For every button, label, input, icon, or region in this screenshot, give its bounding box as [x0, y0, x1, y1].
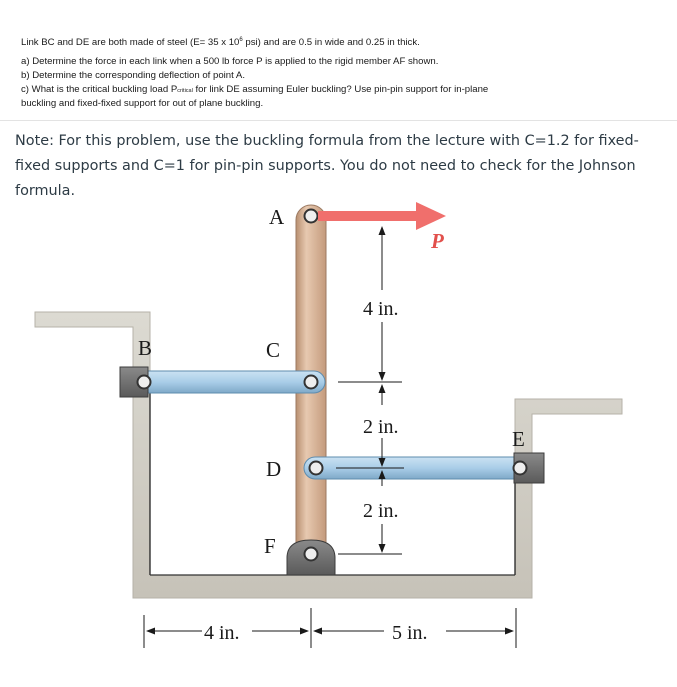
label-b: B	[138, 336, 153, 360]
pin-b	[138, 376, 151, 389]
label-a: A	[269, 205, 285, 229]
dimension-af-upper: 4 in.	[363, 298, 399, 320]
link-bc	[133, 371, 325, 393]
problem-part-c: c) What is the critical buckling load Pcritical for link DE assuming Euler buckling? Use pin-pin support for in-plane	[21, 84, 489, 95]
pin-d	[310, 462, 323, 475]
dimension-horizontal	[144, 608, 516, 648]
force-p-arrow-shaft	[318, 211, 420, 221]
dimension-df: 2 in.	[363, 500, 399, 522]
dimension-base-left: 4 in.	[204, 622, 240, 644]
pin-c	[305, 376, 318, 389]
label-d: D	[266, 457, 282, 481]
mechanism-figure	[0, 190, 677, 687]
pin-a	[305, 210, 318, 223]
problem-part-b: b) Determine the corresponding deflection of point A.	[21, 70, 245, 81]
section-divider	[0, 120, 677, 121]
note-text: Note: For this problem, use the buckling formula from the lecture with C=1.2 for fixed-fixed supports and C=1 for pin-pin supports. You do not need to check for the Johnson formula.	[15, 133, 639, 199]
problem-intro: Link BC and DE are both made of steel (E= 35 x $10^6$ psi) and are 0.5 in wide and 0.25 in thick.	[21, 36, 420, 48]
label-p: P	[431, 229, 444, 253]
label-e: E	[512, 427, 525, 451]
problem-part-c-line2: buckling and fixed-fixed support for out of plane buckling.	[21, 98, 264, 109]
pin-e	[514, 462, 527, 475]
dimension-cd: 2 in.	[363, 416, 399, 438]
label-f: F	[264, 534, 276, 558]
force-p-arrow-head	[416, 202, 446, 230]
problem-part-a: a) Determine the force in each link when a 500 lb force P is applied to the rigid member AF shown.	[21, 56, 439, 67]
label-c: C	[266, 338, 281, 362]
pin-f	[305, 548, 318, 561]
dimension-base-right: 5 in.	[392, 622, 428, 644]
problem-statement	[21, 36, 661, 111]
